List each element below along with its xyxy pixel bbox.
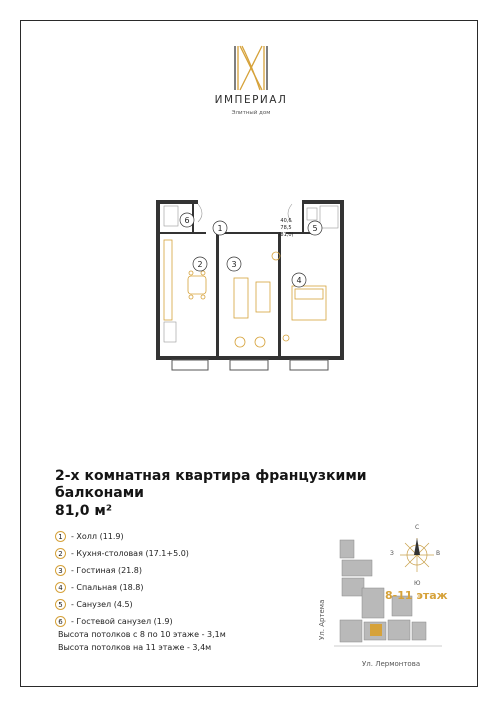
compass-south: Ю: [414, 580, 421, 587]
plan-label-6: 6: [184, 216, 190, 225]
list-item: 2 - Кухня-столовая (17.1+5.0): [55, 545, 189, 562]
plan-area-living: 40,6: [280, 218, 292, 224]
brand-tagline: Элитный дом: [231, 110, 271, 116]
brand-name: ИМПЕРИАЛ: [214, 94, 288, 106]
imperial-logo-icon: [206, 42, 296, 94]
compass-west: З: [390, 550, 394, 557]
plan-area-total: 78,5: [280, 225, 292, 231]
floor-plan: [152, 192, 348, 382]
plan-label-3: 3: [231, 260, 237, 269]
plan-label-1: 1: [217, 224, 223, 233]
brand-logo: [206, 42, 296, 132]
street-artema: Ул. Артема: [318, 599, 326, 640]
compass-north: С: [415, 524, 420, 531]
plan-area-with-balcony: (81,0): [278, 232, 294, 238]
floor-label: 8-11 этаж: [385, 589, 448, 602]
plan-label-4: 4: [296, 276, 302, 285]
ceiling-height-8-10: Высота потолков с 8 по 10 этаже - 3,1м: [58, 630, 226, 639]
compass-rose: [390, 524, 442, 587]
plan-label-2: 2: [197, 260, 203, 269]
list-item: 4 - Спальная (18.8): [55, 579, 189, 596]
list-item: 5 - Санузел (4.5): [55, 596, 189, 613]
apartment-area: 81,0 м²: [55, 503, 112, 519]
list-item: 3 - Гостиная (21.8): [55, 562, 189, 579]
list-item: 1 - Холл (11.9): [55, 528, 189, 545]
plan-label-5: 5: [312, 224, 318, 233]
list-item: 6 - Гостевой санузел (1.9): [55, 613, 189, 630]
apartment-title: 2-х комнатная квартира французкими балконами: [55, 468, 367, 501]
compass-east: В: [436, 550, 441, 557]
compass-icon: [392, 530, 442, 580]
room-list: [55, 528, 189, 630]
street-lermontova: Ул. Лермонтова: [362, 660, 421, 668]
ceiling-height-11: Высота потолков на 11 этаже - 3,4м: [58, 643, 212, 652]
